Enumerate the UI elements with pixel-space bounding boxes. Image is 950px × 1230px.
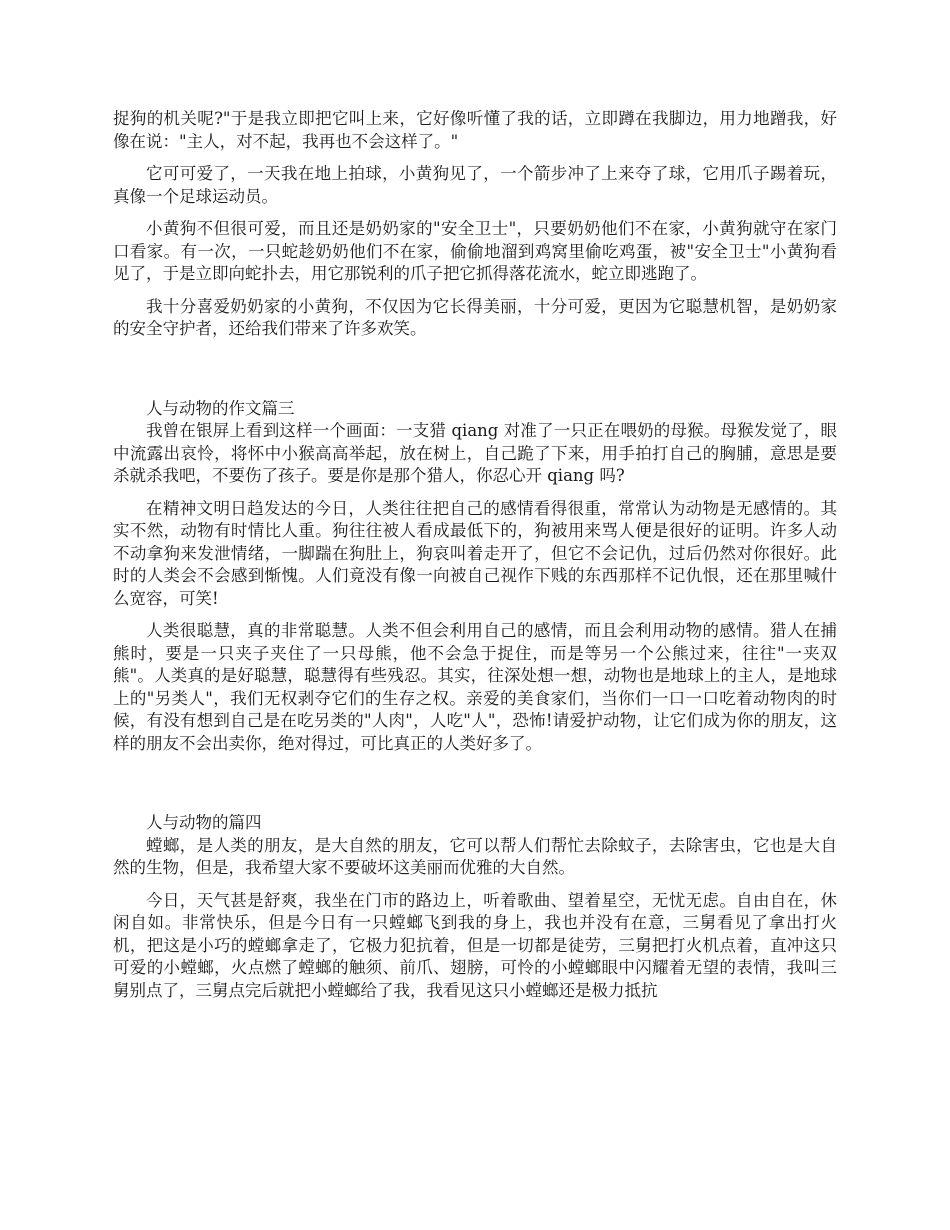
paragraph-dog-emotion: 在精神文明日趋发达的今日，人类往往把自己的感情看得很重，常常认为动物是无感情的。其实不然，动物有时情比人重。狗往往被人看成最低下的，狗被用来骂人便是很好的证明。许多人动不动拿狗来发泄情绪，一脚踹在狗肚上，狗哀叫着走开了，但它不会记仇，过后仍然对你很好。此时的人类会不会感到惭愧。人们竟没有像一向被自己视作下贱的东西那样不记仇恨，还在那里喊什么宽容，可笑! (113, 498, 837, 608)
paragraph-monkey-hunter: 我曾在银屏上看到这样一个画面：一支猎 qiang 对准了一只正在喂奶的母猴。母猴发觉了，眼中流露出哀怜，将怀中小猴高高举起，放在树上，自己跪了下来，用手拍打自己的胸脯，意思是要杀就杀我吧，不要伤了孩子。要是你是那个猎人，你忍心开 qiang 吗? (113, 421, 837, 485)
paragraph-mantis-friend: 螳螂，是人类的朋友，是大自然的朋友，它可以帮人们帮忙去除蚊子，去除害虫，它也是大自然的生物，但是，我希望大家不要破坏这美丽而优雅的大自然。 (113, 835, 837, 877)
paragraph-dog-guard: 小黄狗不但很可爱，而且还是奶奶家的"安全卫士"，只要奶奶他们不在家，小黄狗就守在家门口看家。有一次，一只蛇趁奶奶他们不在家，偷偷地溜到鸡窝里偷吃鸡蛋，被"安全卫士"小黄狗看见了，于是立即向蛇扑去，用它那锐利的爪子把它抓得落花流水，蛇立即逃跑了。 (113, 219, 837, 283)
section-spacer (113, 765, 837, 812)
paragraph-mantis-story: 今日，天气甚是舒爽，我坐在门市的路边上，听着歌曲、望着星空，无忧无虑。自由自在，休闲自如。非常快乐，但是今日有一只螳螂飞到我的身上，我也并没有在意，三舅看见了拿出打火机，把这是小巧的螳螂拿走了，它极力犯抗着，但是一切都是徒劳，三舅把打火机点着，直冲这只可爱的小螳螂，火点燃了螳螂的触须、前爪、翅膀，可怜的小螳螂眼中闪耀着无望的表情，我叫三舅别点了，三舅点完后就把小螳螂给了我，我看见这只小螳螂还是极力抵抗 (113, 890, 837, 1000)
paragraph-dog-conclusion: 我十分喜爱奶奶家的小黄狗，不仅因为它长得美丽，十分可爱，更因为它聪慧机智，是奶奶家的安全守护者，还给我们带来了许多欢笑。 (113, 296, 837, 338)
paragraph-human-cleverness: 人类很聪慧，真的非常聪慧。人类不但会利用自己的感情，而且会利用动物的感情。猎人在捕熊时，要是一只夹子夹住了一只母熊，他不会急于捉住，而是等另一个公熊过来，往往"一夹双熊"。人类真的是好聪慧，聪慧得有些残忍。其实，往深处想一想，动物也是地球上的主人，是地球上的"另类人"，我们无权剥夺它们的生存之权。亲爱的美食家们，当你们一口一口吃着动物肉的时候，有没有想到自己是在吃另类的"人肉"，人吃"人"，恐怖!请爱护动物，让它们成为你的朋友，这样的朋友不会出卖你，绝对得过，可比真正的人类好多了。 (113, 621, 837, 753)
paragraph-dog-football: 它可可爱了，一天我在地上拍球，小黄狗见了，一个箭步冲了上来夺了球，它用爪子踢着玩，真像一个足球运动员。 (113, 164, 837, 206)
section-spacer (113, 351, 837, 398)
paragraph-dog-mechanism: 捉狗的机关呢?"于是我立即把它叫上来，它好像听懂了我的话，立即蹲在我脚边，用力地蹭我，好像在说："主人，对不起，我再也不会这样了。" (113, 109, 837, 151)
section-heading-4: 人与动物的篇四 (146, 813, 262, 832)
document-page (113, 108, 837, 1012)
section-heading-3: 人与动物的作文篇三 (146, 398, 295, 418)
